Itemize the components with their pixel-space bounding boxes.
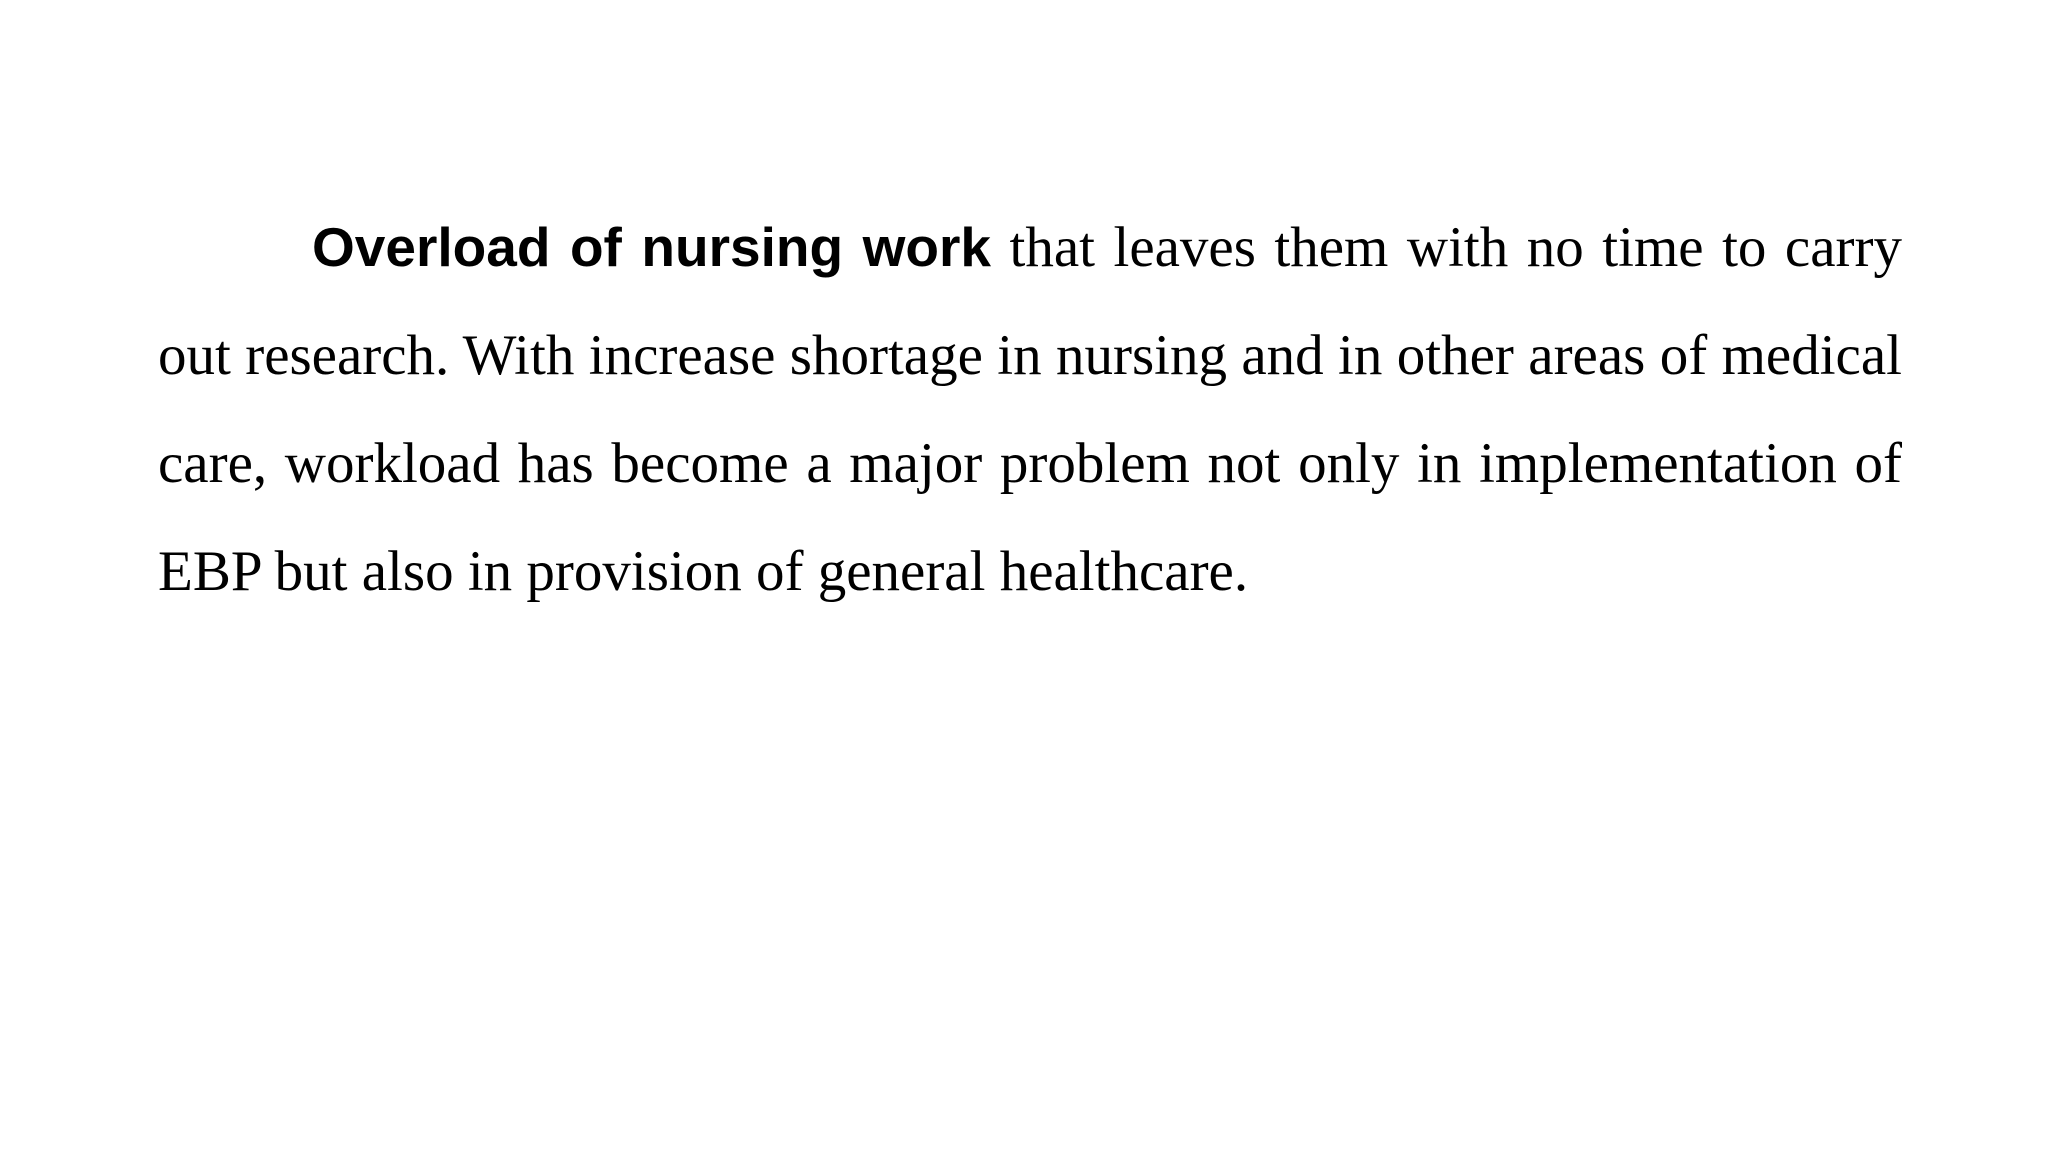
paragraph-text: that leaves them with no time to carry out research. With increase shortage in nursing and in other areas of medical care, workload has become a major problem not only in implementation of EBP but also in provision of general healthcare. xyxy=(158,216,1902,603)
body-paragraph xyxy=(158,193,1902,626)
lead-phrase: Overload of nursing work xyxy=(312,216,991,278)
